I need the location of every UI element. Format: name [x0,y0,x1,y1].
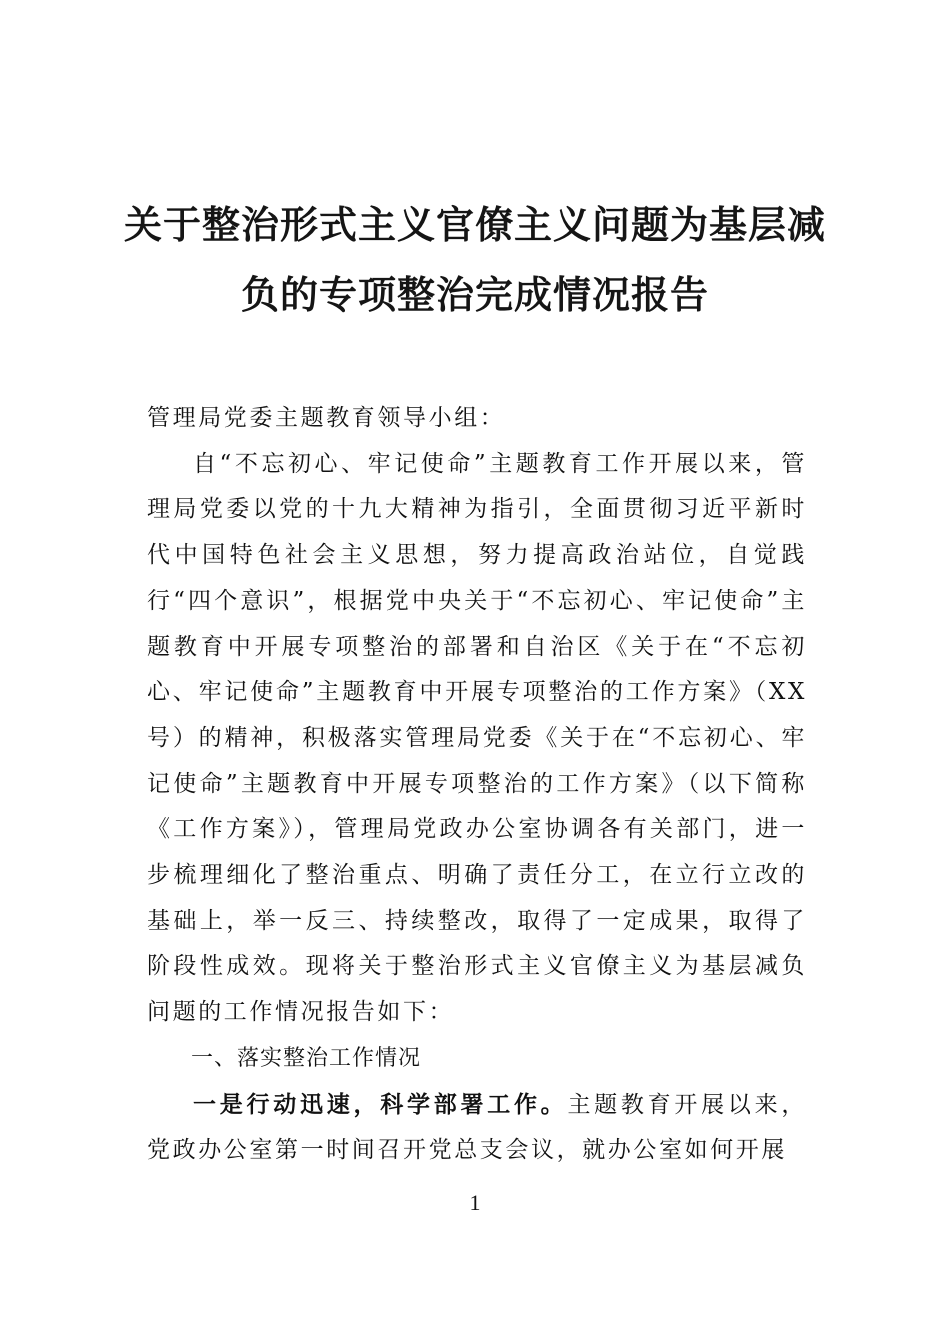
document-body [147,396,807,1174]
paragraph-action-text: 主题教育开展以来，党政办公室第一时间召开党总支会议，就办公室如何开展 [147,1091,807,1164]
paragraph-action [147,1082,807,1174]
section-heading: 一、落实整治工作情况 [191,1045,422,1071]
title-line-2: 负的专项整治完成情况报告 [240,272,709,317]
document-title [120,190,830,330]
salutation: 管理局党委主题教育领导小组： [147,405,506,431]
page-number: 1 [469,1190,481,1215]
title-line-1: 关于整治形式主义官僚主义问题为基层减 [123,202,826,247]
paragraph-intro: 自“不忘初心、牢记使命”主题教育工作开展以来，管理局党委以党的十九大精神为指引，全面贯彻习近平新时代中国特色社会主义思想，努力提高政治站位，自觉践行“四个意识”，根据党中央关于“不忘初心、牢记使命”主题教育中开展专项整治的部署和自治区《关于在“不忘初心、牢记使命”主题教育中开展专项整治的工作方案》（XX号）的精神，积极落实管理局党委《关于在“不忘初心、牢记使命”主题教育中开展专项整治的工作方案》（以下简称《工作方案》），管理局党政办公室协调各有关部门，进一步梳理细化了整治重点、明确了责任分工，在立行立改的基础上，举一反三、持续整改，取得了一定成果，取得了阶段性成效。现将关于整治形式主义官僚主义为基层减负问题的工作情况报告如下： [147,450,807,1026]
paragraph-lead: 一是行动迅速，科学部署工作。 [193,1090,568,1118]
